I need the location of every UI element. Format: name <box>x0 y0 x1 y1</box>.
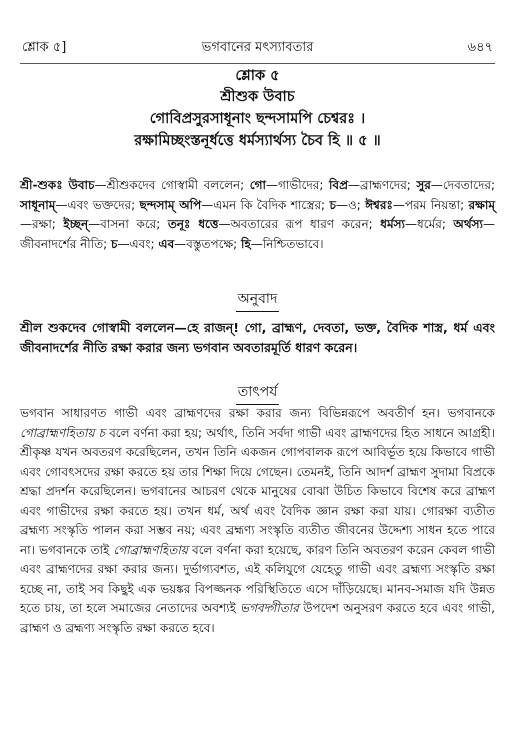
purport-segment: বলে বর্ণনা করা হয়; অর্থাৎ, তিনি সর্বদা গাভী এবং ব্রাহ্মণদের হিত সাধনে আগ্রহী। শ্রীকৃষ্ণ যখন অবতরণ করেছিলেন, তখন তিনি একজন গোপবালক রূপে আবির্ভূত হয়ে কিভাবে গাভী এবং গোবৎসদের রক্ষা করতে হয় তার শিক্ষা দিয়ে গেছেন। তেমনই, তিনি আদর্শ ব্রাহ্মণ সুদামা বিপ্রকে শ্রদ্ধা প্রদর্শন করেছিলেন। ভগবানের আচরণ থেকে মানুষের বোঝা উচিত কিভাবে বিশেষ করে ব্রাহ্মণ এবং গাভীদের রক্ষা করতে হয়। তখন ধর্ম, অর্থ এবং বৈদিক জ্ঞান রক্ষা করা যায়। গোরক্ষা ব্যতীত ব্রহ্মণ্য সংস্কৃতি পালন করা সম্ভব নয়; এবং ব্রহ্মণ্য সংস্কৃতি ব্যতীত জীবনের উদ্দেশ্য সাধন হতে পারে না। ভগবানকে তাই <box>20 425 495 557</box>
header-rule <box>20 63 495 64</box>
syn-word: হি <box>241 236 251 251</box>
verse-heading: শ্লোক ৫ <box>235 68 280 84</box>
syn-word: তনূঃ ধত্তে <box>167 217 219 231</box>
verse-line-2: রক্ষামিচ্ছংস্তনূর্ধত্তে ধর্মস্যার্থস্য চৈব হি ॥ ৫ ॥ <box>134 133 381 149</box>
syn-word: সাধূনাম্ <box>20 197 56 212</box>
syn-meaning: —শ্রীশুকদেব গোস্বামী বললেন; <box>94 178 250 192</box>
syn-word: ছন্দসাম্ অপি <box>139 197 202 212</box>
purport-heading-wrap <box>20 380 495 405</box>
syn-word: চ <box>111 236 118 251</box>
running-header <box>22 38 493 60</box>
syn-word: ঈশ্বরঃ <box>365 197 393 212</box>
syn-word: এব <box>158 236 175 251</box>
syn-word: চ <box>329 197 336 212</box>
syn-meaning: —দেবতাদের; <box>430 178 496 192</box>
syn-word: সুর <box>416 178 431 192</box>
purport-text <box>20 404 495 638</box>
translation-text: শ্রীল শুকদেব গোস্বামী বললেন—হে রাজন্! গো, ব্রাহ্মণ, দেবতা, ভক্ত, বৈদিক শাস্ত্র, ধর্ম এবং জীবনাদর্শের নীতি রক্ষা করার জন্য ভগবান অবতারমূর্তি ধারণ করেন। <box>20 320 495 355</box>
syn-meaning: —বস্তুতপক্ষে; <box>174 236 242 251</box>
translation-heading: অনুবাদ <box>236 287 280 312</box>
page-number: ৬৪৭ <box>467 40 493 55</box>
syn-meaning: —জীবনাদর্শের নীতি; <box>20 217 495 251</box>
purport-segment: উপদেশ অনুসরণ করতে হবে এবং গাভী, ব্রাহ্মণ ও ব্রহ্মণ্য সংস্কৃতি রক্ষা করতে হবে। <box>20 601 495 635</box>
syn-meaning: —অবতারের রূপ ধারণ করেন; <box>218 217 381 231</box>
syn-meaning: —ও; <box>335 197 366 212</box>
syn-word: ধর্মস্য <box>380 217 406 231</box>
syn-word: গো <box>249 178 266 192</box>
syn-word: ইচ্ছন্ <box>63 217 89 231</box>
syn-word: অর্থস্য <box>453 217 483 231</box>
purport-italic: গোব্রাহ্মণহিতায় চ <box>20 425 106 440</box>
syn-meaning: —নিশ্চিতভাবে। <box>250 236 324 251</box>
verse-line-1: গোবিপ্রসুরসাধূনাং ছন্দসামপি চেশ্বরঃ । <box>149 111 366 127</box>
header-verse-ref: শ্লোক ৫] <box>22 40 67 55</box>
syn-meaning: —গাভীদের; <box>265 178 329 192</box>
purport-segment: বলে বর্ণনা করা হয়েছে, কারণ তিনি অবতরণ করেন কেবল গাভী এবং ব্রাহ্মণদের রক্ষা করার জন্য। দুর্ভাগ্যবশত, এই কলিযুগে যেহেতু গাভী এবং ব্রহ্মণ্য সংস্কৃতি রক্ষা হচ্ছে না, তাই সব কিছুই এক ভয়ঙ্কর বিপজ্জনক পরিস্থিতিতে এসে দাঁড়িয়েছে। মানব-সমাজ যদি উন্নত হতে চায়, তা হলে সমাজের নেতাদের অবশ্যই <box>20 542 495 615</box>
header-chapter-title: ভগবানের মৎস্যাবতার <box>201 40 314 55</box>
translation-heading-wrap <box>20 287 495 312</box>
purport-italic: ভগবদ্গীতার <box>240 601 299 615</box>
syn-meaning: —বাসনা করে; <box>88 217 168 231</box>
verse-block <box>20 66 495 152</box>
purport-heading: তাৎপর্য <box>236 380 280 405</box>
syn-word: বিপ্র <box>328 178 349 192</box>
syn-word: শ্রী-শুকঃ উবাচ <box>20 178 95 192</box>
syn-meaning: —এমন কি বৈদিক শাস্ত্রের; <box>201 197 330 212</box>
syn-meaning: —এবং ভক্তদের; <box>55 197 140 212</box>
synonyms-paragraph <box>20 176 495 254</box>
purport-segment: ভগবান সাধারণত গাভী এবং ব্রাহ্মণদের রক্ষা করার জন্য বিভিন্নরূপে অবতীর্ণ হন। ভগবানকে <box>20 406 495 420</box>
syn-meaning: —ধর্মের; <box>405 217 454 231</box>
verse-speaker: শ্রীশুক উবাচ <box>220 89 295 105</box>
syn-meaning: —পরম নিয়ন্তা; <box>392 197 469 212</box>
purport-italic: গোব্রাহ্মণহিতায় <box>113 542 188 557</box>
syn-meaning: —এবং; <box>117 236 159 251</box>
syn-word: রক্ষাম্ <box>468 197 495 212</box>
syn-meaning: —রক্ষা; <box>20 217 64 231</box>
syn-meaning: —ব্রাহ্মণদের; <box>348 178 417 192</box>
